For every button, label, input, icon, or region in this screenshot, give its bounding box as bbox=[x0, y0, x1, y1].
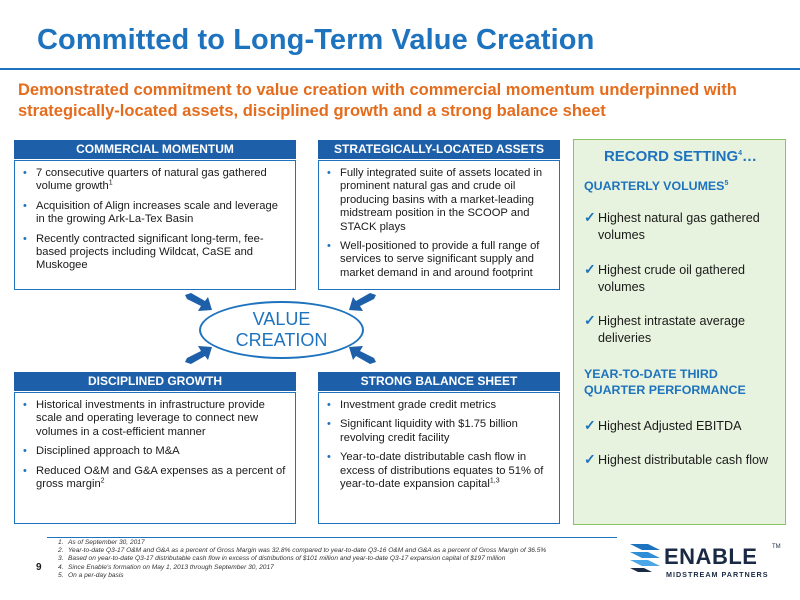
list-item: • Well-positioned to provide a full range of services to serve significant supply and market demand in and around footprint bbox=[327, 240, 540, 279]
bullet-icon: • bbox=[23, 232, 27, 245]
list-item: • Recently contracted significant long-term, fee-based projects including Wildcat, CaSE and Muskogee bbox=[23, 232, 264, 272]
bullet-icon: • bbox=[23, 445, 27, 458]
check-icon: ✓ bbox=[584, 209, 596, 225]
disciplined-growth-box bbox=[14, 392, 296, 524]
commercial-momentum-list bbox=[15, 161, 295, 273]
bullet-icon: • bbox=[327, 240, 331, 253]
strategic-assets-box bbox=[318, 160, 560, 290]
list-item: • Disciplined approach to M&A bbox=[23, 445, 180, 458]
quarterly-volumes-label: QUARTERLY VOLUMES$^5$ bbox=[584, 179, 729, 193]
bullet-icon: • bbox=[327, 451, 331, 464]
enable-logo-icon bbox=[630, 544, 660, 572]
list-item: • Investment grade credit metrics bbox=[327, 399, 497, 411]
list-item: • Acquisition of Align increases scale and leverage in the growing Ark-La-Tex Basin bbox=[23, 199, 278, 226]
footnotes bbox=[58, 539, 618, 580]
list-item: • Significant liquidity with $1.75 billion revolving credit facility bbox=[327, 418, 518, 444]
list-item: • Fully integrated suite of assets located in prominent natural gas and crude oil producing basins with a market-leading midstream position in the SCOOP and STACK plays bbox=[327, 167, 543, 233]
footnote: 2. Year-to-date Q3-17 O&M and G&A as a percent of Gross Margin was 32.8% compared to year-to-date Q3-16 O&M and G&A as a percent of Gross Margin of 36.5% bbox=[58, 547, 547, 555]
list-item: • Historical investments in infrastructure provide scale and operating leverage to connect new volumes in a cost-efficient manner bbox=[23, 399, 265, 438]
check-icon: ✓ bbox=[584, 261, 596, 277]
record-setting-title: RECORD SETTING$^4$… bbox=[603, 148, 758, 165]
disciplined-growth-heading: DISCIPLINED GROWTH bbox=[14, 372, 296, 391]
bullet-icon: • bbox=[327, 167, 331, 179]
strategic-assets-list bbox=[319, 161, 559, 280]
strategic-assets-heading: STRATEGICALLY-LOCATED ASSETS bbox=[318, 140, 560, 159]
list-item: • Year-to-date distributable cash flow in excess of distributions equates to 51% of year-to-date expansion capital$^{1,3}$ bbox=[327, 451, 544, 491]
record-setting-panel bbox=[573, 139, 786, 525]
record-item: ✓ Highest distributable cash flow bbox=[584, 451, 769, 467]
value-creation-label: VALUE CREATION bbox=[235, 309, 328, 350]
bullet-icon: • bbox=[23, 399, 27, 411]
ytd-performance-label: YEAR-TO-DATE THIRD QUARTER PERFORMANCE bbox=[584, 367, 746, 397]
page-title: Committed to Long-Term Value Creation bbox=[37, 24, 595, 56]
enable-logo: ENABLE TM MIDSTREAM PARTNERS bbox=[630, 540, 790, 590]
footer-divider bbox=[47, 537, 617, 538]
record-item: ✓ Highest natural gas gathered volumes bbox=[584, 209, 760, 242]
commercial-momentum-heading: COMMERCIAL MOMENTUM bbox=[14, 140, 296, 159]
list-item: • 7 consecutive quarters of natural gas gathered volume growth$^1$ bbox=[23, 167, 267, 193]
check-icon: ✓ bbox=[584, 451, 596, 467]
record-item: ✓ Highest crude oil gathered volumes bbox=[584, 261, 746, 294]
footnote: 1. As of September 30, 2017 bbox=[58, 539, 145, 546]
bullet-icon: • bbox=[23, 199, 27, 212]
bullet-icon: • bbox=[23, 167, 27, 179]
strong-balance-sheet-list bbox=[319, 393, 559, 491]
check-icon: ✓ bbox=[584, 417, 596, 433]
disciplined-growth-list bbox=[15, 393, 295, 491]
page-number: 9 bbox=[36, 562, 42, 573]
footnote: 4. Since Enable's formation on May 1, 2013 through September 30, 2017 bbox=[58, 563, 274, 571]
check-icon: ✓ bbox=[584, 312, 596, 328]
strong-balance-sheet-box bbox=[318, 392, 560, 524]
record-item: ✓ Highest intrastate average deliveries bbox=[584, 312, 746, 345]
record-item: ✓ Highest Adjusted EBITDA bbox=[584, 417, 742, 433]
bullet-icon: • bbox=[23, 464, 27, 477]
title-divider bbox=[0, 68, 800, 70]
bullet-icon: • bbox=[327, 399, 331, 411]
commercial-momentum-box bbox=[14, 160, 296, 290]
page-subtitle: Demonstrated commitment to value creation with commercial momentum underpinned with strategically-located assets, disciplined growth and a strong balance sheet bbox=[18, 81, 737, 120]
list-item: • Reduced O&M and G&A expenses as a percent of gross margin$^2$ bbox=[23, 464, 286, 491]
footnote: 3. Based on year-to-date Q3-17 distributable cash flow in excess of distributions of $101 million and year-to-date Q3-17 expansion capital of $197 million bbox=[58, 555, 506, 563]
footnote: 5. On a per-day basis bbox=[58, 571, 124, 579]
strong-balance-sheet-heading: STRONG BALANCE SHEET bbox=[318, 372, 560, 391]
bullet-icon: • bbox=[327, 418, 331, 431]
